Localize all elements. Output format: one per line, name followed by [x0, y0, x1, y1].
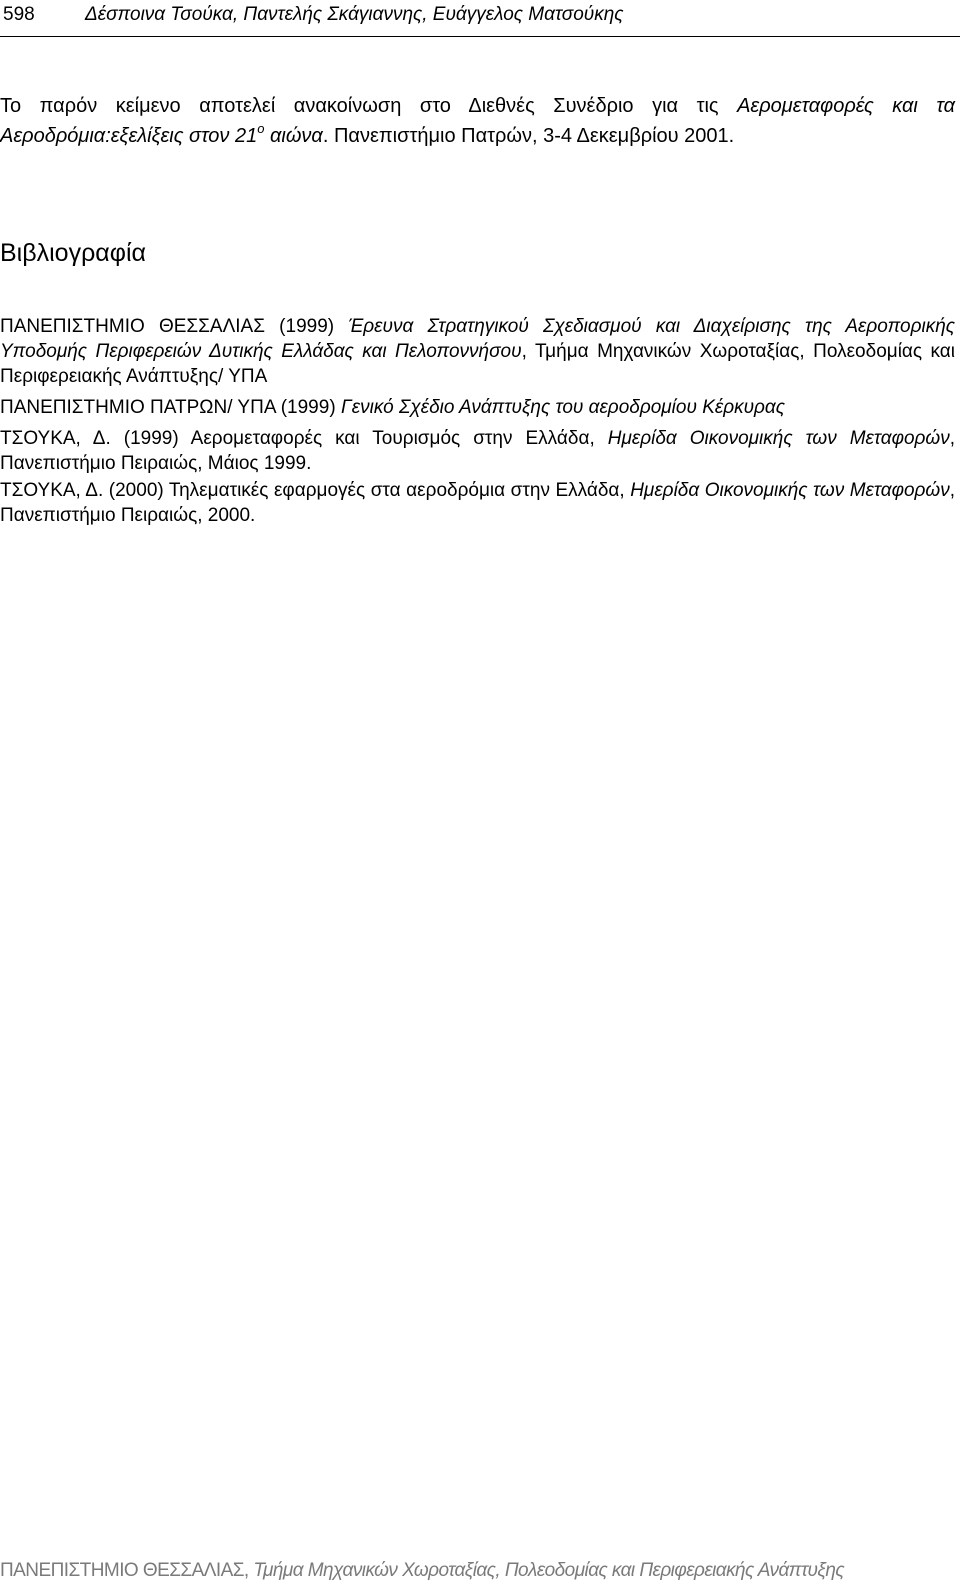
footer-department: Τμήμα Μηχανικών Χωροταξίας, Πολεοδομίας και Περιφερειακής Ανάπτυξης	[253, 1560, 845, 1581]
reference-item	[0, 395, 955, 420]
reference-tail: , Πανεπιστήμιο Πειραιώς, 2000.	[0, 480, 955, 526]
conference-announcement	[0, 91, 955, 151]
announcement-text-a: Το παρόν κείμενο αποτελεί ανακοίνωση στο Διεθνές Συνέδριο για τις	[0, 95, 738, 117]
reference-lead: ΤΣΟΥΚΑ, Δ. (1999) Αερομεταφορές και Τουρισμός στην Ελλάδα,	[0, 428, 608, 449]
announcement-paragraph	[0, 91, 955, 151]
running-head-authors: Δέσποινα Τσούκα, Παντελής Σκάγιαννης, Ευάγγελος Ματσούκης	[85, 4, 624, 25]
reference-lead: ΠΑΝΕΠΙΣΤΗΜΙΟ ΠΑΤΡΩΝ/ ΥΠΑ (1999)	[0, 397, 341, 418]
announcement-text-c: . Πανεπιστήμιο Πατρών, 3-4 Δεκεμβρίου 2001.	[322, 125, 735, 147]
conference-title-end: αιώνα	[264, 125, 323, 147]
reference-title: Γενικό Σχέδιο Ανάπτυξης του αεροδρομίου Κέρκυρας	[340, 397, 785, 418]
bibliography-heading: Βιβλιογραφία	[0, 239, 146, 267]
page-number: 598	[3, 4, 35, 25]
reference-title: Έρευνα Στρατηγικού Σχεδιασμού και Διαχείρισης της Αεροπορικής Υποδομής Περιφερειών Δυτικής Ελλάδας και Πελοποννήσου	[0, 316, 955, 362]
reference-title: Ημερίδα Οικονομικής των Μεταφορών	[607, 428, 950, 449]
reference-tail: , Τμήμα Μηχανικών Χωροταξίας, Πολεοδομίας και Περιφερειακής Ανάπτυξης/ ΥΠΑ	[0, 341, 955, 387]
reference-tail: , Πανεπιστήμιο Πειραιώς, Μάιος 1999.	[0, 428, 955, 474]
reference-list	[0, 314, 955, 534]
reference-lead: ΤΣΟΥΚΑ, Δ. (2000) Τηλεματικές εφαρμογές στα αεροδρόμια στην Ελλάδα,	[0, 480, 631, 501]
reference-item	[0, 314, 955, 389]
page-header	[0, 0, 960, 37]
reference-lead: ΠΑΝΕΠΙΣΤΗΜΙΟ ΘΕΣΣΑΛΙΑΣ (1999)	[0, 316, 349, 337]
reference-item	[0, 478, 955, 528]
footer-university: ΠΑΝΕΠΙΣΤΗΜΙΟ ΘΕΣΣΑΛΙΑΣ,	[0, 1560, 254, 1581]
reference-title: Ημερίδα Οικονομικής των Μεταφορών	[630, 480, 950, 501]
reference-item	[0, 426, 955, 476]
ordinal-superscript: ο	[257, 121, 265, 136]
page-footer	[0, 1558, 960, 1584]
conference-title-text: Αερομεταφορές και τα Αεροδρόμια:εξελίξεις στον 21	[0, 95, 955, 147]
